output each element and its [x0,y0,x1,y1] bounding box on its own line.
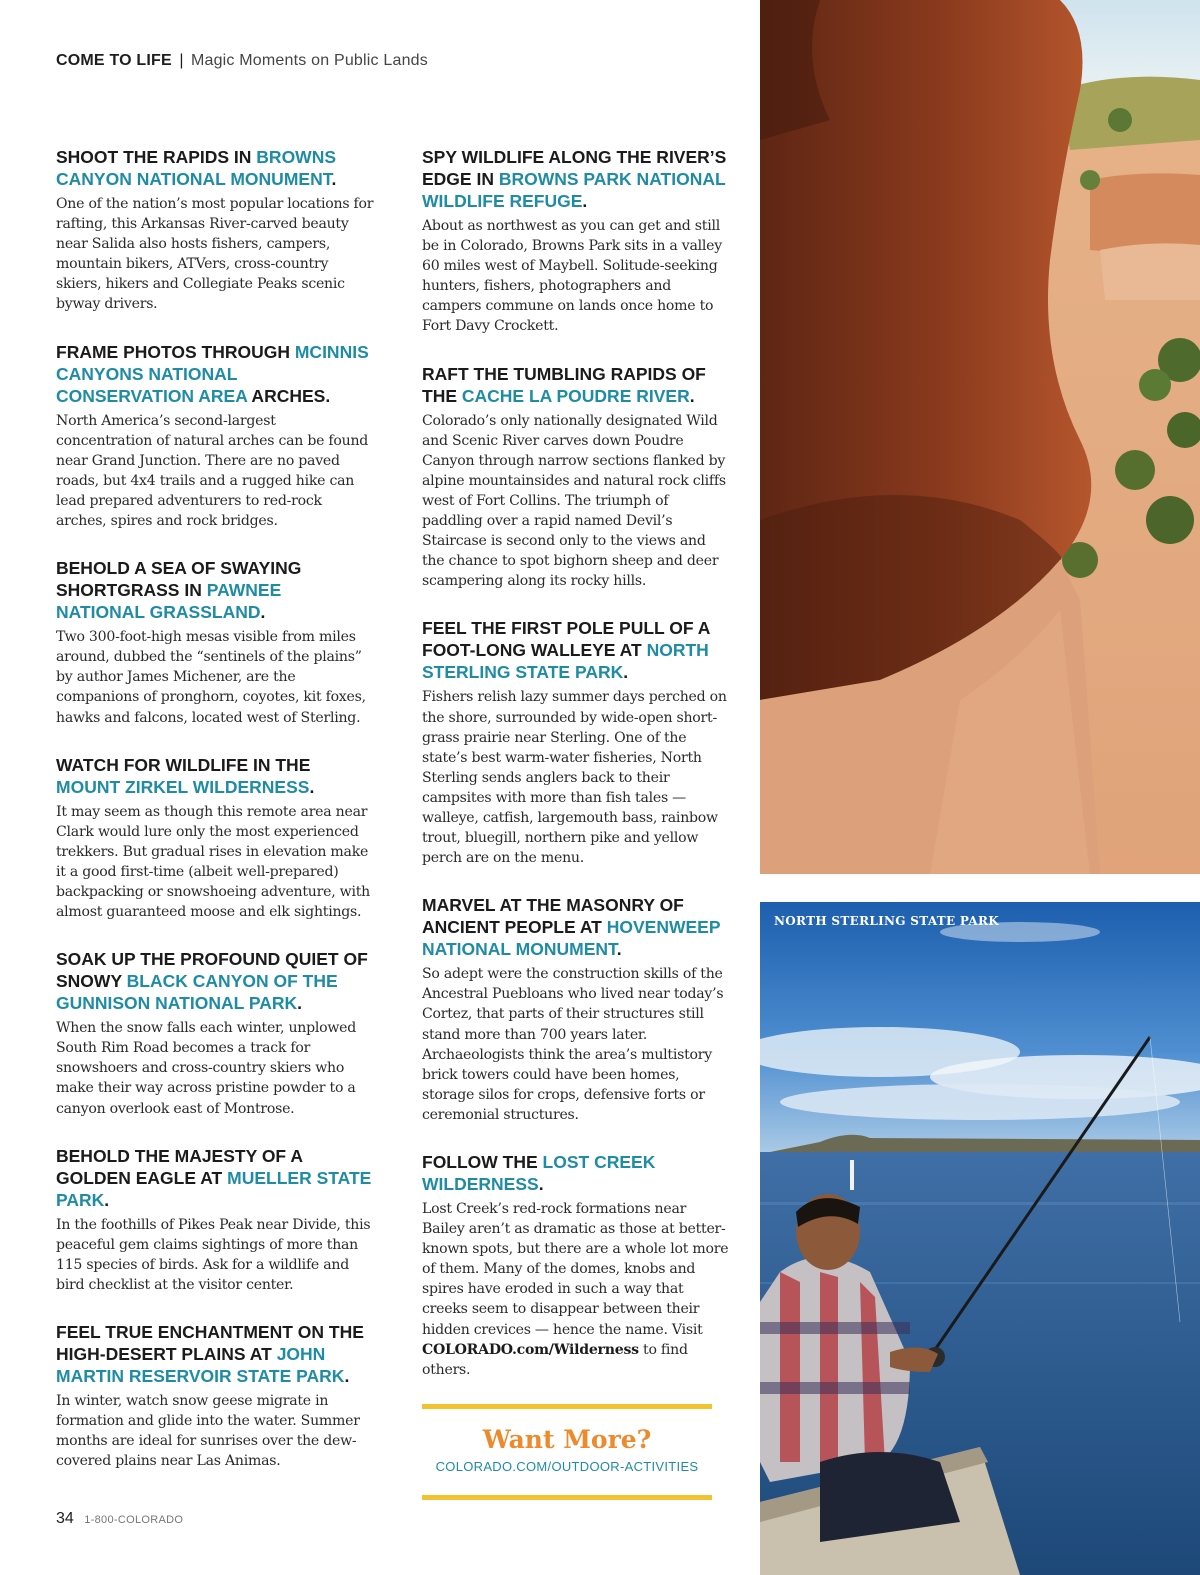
place-link[interactable]: NORTH STERLING STATE PARK [422,640,709,683]
article-item [422,146,730,337]
article-item [422,617,730,868]
section-subtitle: Magic Moments on Public Lands [190,52,428,69]
item-body: It may seem as though this remote area near Clark would lure only the most experienced trekkers. But gradual rises in elevation make it a good first-time (albeit well-prepared) backpacking or snowshoeing adventure, with almost guaranteed moose and elk sightings. [56,803,370,921]
article-item [422,363,730,592]
item-body: Two 300-foot-high mesas visible from miles around, dubbed the “sentinels of the plains” by author James Michener, are the companions of pronghorn, coyotes, kit foxes, hawks and falcons, located west of Sterling. [56,629,366,726]
item-heading: FRAME PHOTOS THROUGH MCINNIS CANYONS NATIONAL CONSERVATION AREA ARCHES. [56,341,369,406]
item-heading: WATCH FOR WILDLIFE IN THE MOUNT ZIRKEL WILDERNESS. [56,754,315,797]
item-heading: FEEL TRUE ENCHANTMENT ON THE HIGH-DESERT PLAINS AT JOHN MARTIN RESERVOIR STATE PARK. [56,1322,364,1386]
red-rock-arch-photo [760,0,1200,874]
article-item [56,1321,374,1471]
place-link[interactable]: MCINNIS CANYONS NATIONAL CONSERVATION AREA [56,341,369,406]
item-heading: FOLLOW THE LOST CREEK WILDERNESS. [422,1152,656,1194]
item-body: About as northwest as you can get and still be in Colorado, Browns Park sits in a valley 60 miles west of Maybell. Solitude-seeking hunters, fishers, photographers and campers commune on lands once home to Fort Davy Crockett. [422,218,722,335]
item-body: When the snow falls each winter, unplowed South Rim Road becomes a track for snowshoers and cross-country skiers who make their way across pristine powder to a canyon overlook east of Montrose. [56,1020,357,1117]
fisherman-illustration [760,902,1200,1575]
place-link[interactable]: JOHN MARTIN RESERVOIR STATE PARK [56,1344,345,1386]
place-link[interactable]: BROWNS CANYON NATIONAL MONUMENT [56,147,337,189]
item-body: One of the nation’s most popular locations for rafting, this Arkansas River-carved beauty near Salida also hosts fishers, campers, mountain bikers, ATVers, cross-country skiers, hikers and Collegiate Peaks scenic byway drivers. [56,196,374,313]
want-more-title: Want More? [482,1425,652,1454]
article-item [422,894,730,1125]
item-heading: SHOOT THE RAPIDS IN BROWNS CANYON NATIONAL MONUMENT. [56,147,337,189]
item-body: North America’s second-largest concentration of natural arches can be found near Grand Junction. There are no paved roads, but 4x4 trails and a rugged hike can lead prepared adventurers to red-rock arches, spires and rock bridges. [56,412,369,530]
place-link[interactable]: PAWNEE NATIONAL GRASSLAND [56,580,282,623]
wilderness-link[interactable]: COLORADO.com/Wilderness [422,1341,639,1358]
page-header [56,52,428,70]
item-body: Colorado’s only nationally designated Wild and Scenic River carves down Poudre Canyon through narrow sections flanked by alpine mountainsides and natural rock cliffs west of Fort Collins. The triumph of paddling over a rapid named Devil’s Staircase is second only to the views and the chance to spot bighorn sheep and deer scampering along its rocky hills. [422,412,726,590]
article-item [56,1145,374,1295]
header-separator: | [179,52,184,69]
article-item [56,557,374,727]
article-item [56,948,374,1118]
place-link[interactable]: MOUNT ZIRKEL WILDERNESS [56,776,310,797]
item-body: In the foothills of Pikes Peak near Divide, this peaceful gem claims sightings of more than 115 species of birds. Ask for a wildlife and bird checklist at the visitor center. [56,1216,371,1293]
place-link[interactable]: CACHE LA POUDRE RIVER [461,385,690,406]
article-item [422,1151,730,1380]
north-sterling-photo [760,902,1200,1575]
item-body: In winter, watch snow geese migrate in formation and glide into the water. Summer months are ideal for sunrises over the dew-covered plains near Las Animas. [56,1393,360,1470]
place-link[interactable]: BROWNS PARK NATIONAL WILDLIFE REFUGE [422,169,726,211]
left-column [56,146,374,1497]
item-heading: RAFT THE TUMBLING RAPIDS OF THE CACHE LA POUDRE RIVER. [422,363,706,406]
place-link[interactable]: LOST CREEK WILDERNESS [422,1152,656,1194]
article-item [56,754,374,923]
item-heading: FEEL THE FIRST POLE PULL OF A FOOT-LONG WALLEYE AT NORTH STERLING STATE PARK. [422,618,710,683]
arch-illustration [760,0,1200,874]
item-body: Lost Creek’s red-rock formations near Bailey aren’t as dramatic as those at better-known spots, but there are a whole lot more of them. Many of the domes, knobs and spires have eroded in such a way that creeks seem to disappear between their hidden crevices — hence the name. Visit COLORADO.com/Wilderness to find others. [422,1201,729,1378]
want-more-link[interactable]: COLORADO.COM/OUTDOOR-ACTIVITIES [435,1459,699,1474]
place-link[interactable]: HOVENWEEP NATIONAL MONUMENT [422,917,721,960]
want-more-box [422,1404,712,1500]
item-heading: SOAK UP THE PROFOUND QUIET OF SNOWY BLACK CANYON OF THE GUNNISON NATIONAL PARK. [56,949,368,1014]
page-number: 34 [56,1510,74,1527]
place-link[interactable]: BLACK CANYON OF THE GUNNISON NATIONAL PARK [56,971,338,1014]
item-heading: BEHOLD THE MAJESTY OF A GOLDEN EAGLE AT MUELLER STATE PARK. [56,1145,372,1210]
page-footer [56,1510,183,1528]
article-item [56,146,374,315]
place-link[interactable]: MUELLER STATE PARK [56,1167,372,1210]
article-item [56,341,374,532]
item-body: So adept were the construction skills of the Ancestral Puebloans who lived near today’s Cortez, that parts of their structures still stand more than 700 years later. Archaeologists think the area’s multistory brick towers could have been homes, storage silos for crops, defensive forts or ceremonial structures. [422,966,724,1123]
item-body: Fishers relish lazy summer days perched on the shore, surrounded by wide-open short-grass prairie near Sterling. One of the state’s best warm-water fisheries, North Sterling sends anglers back to their campsites with more than fish tales — walleye, catfish, largemouth bass, rainbow trout, bluegill, northern pike and yellow perch are on the menu. [422,689,727,867]
item-heading: MARVEL AT THE MASONRY OF ANCIENT PEOPLE AT HOVENWEEP NATIONAL MONUMENT. [422,895,721,960]
photo-caption: NORTH STERLING STATE PARK [774,914,999,928]
middle-column [422,146,730,1406]
section-title: COME TO LIFE [56,52,172,69]
phone-number: 1-800-COLORADO [84,1514,184,1526]
item-heading: SPY WILDLIFE ALONG THE RIVER’S EDGE IN BROWNS PARK NATIONAL WILDLIFE REFUGE. [422,147,727,211]
item-heading: BEHOLD A SEA OF SWAYING SHORTGRASS IN PAWNEE NATIONAL GRASSLAND. [56,558,302,623]
